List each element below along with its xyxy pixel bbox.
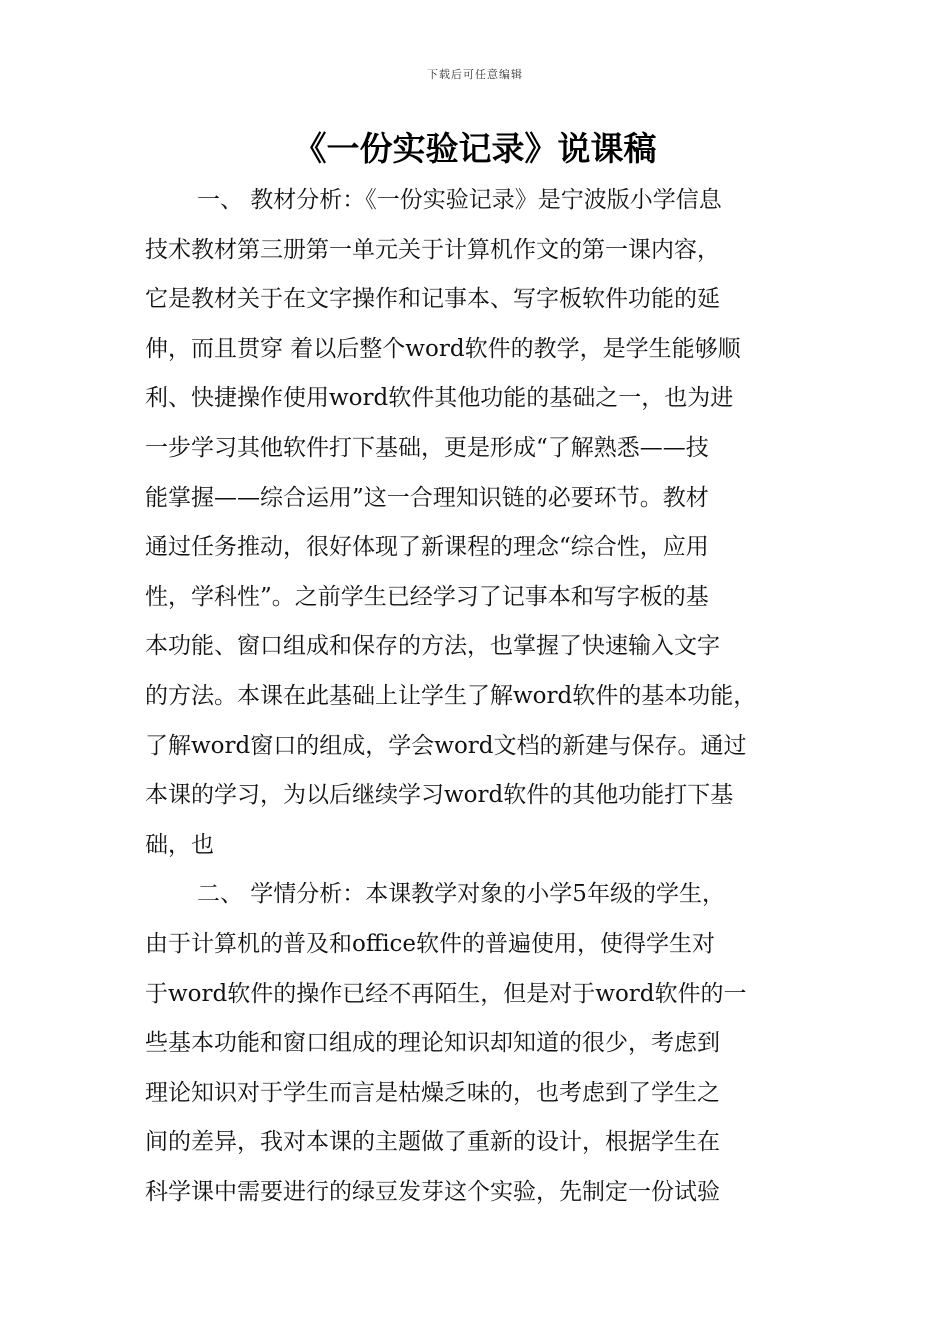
text-line: 二、 学情分析：本课教学对象的小学5年级的学生， xyxy=(197,881,725,908)
text-line: 利、快捷操作使用word软件其他功能的基础之一，也为进 xyxy=(145,385,734,412)
document-body xyxy=(145,176,817,1217)
text-line: 一步学习其他软件打下基础，更是形成“了解熟悉——技 xyxy=(145,434,709,461)
text-line: 伸，而且贯穿 着以后整个word软件的教学，是学生能够顺 xyxy=(145,335,741,362)
text-line: 些基本功能和窗口组成的理论知识却知道的很少，考虑到 xyxy=(145,1030,720,1057)
text-line: 于word软件的操作已经不再陌生，但是对于word软件的一 xyxy=(145,980,747,1007)
text-line: 的方法。本课在此基础上让学生了解word软件的基本功能， xyxy=(145,682,757,709)
text-line: 能掌握——综合运用”这一合理知识链的必要环节。教材 xyxy=(145,484,709,511)
text-line: 础，也 xyxy=(145,831,214,858)
text-line: 本功能、窗口组成和保存的方法，也掌握了快速输入文字 xyxy=(145,633,720,660)
text-line: 由于计算机的普及和office软件的普遍使用，使得学生对 xyxy=(145,930,716,957)
text-line: 了解word窗口的组成，学会word文档的新建与保存。通过 xyxy=(145,732,747,759)
text-line: 它是教材关于在文字操作和记事本、写字板软件功能的延 xyxy=(145,286,720,313)
text-line: 性，学科性”。之前学生已经学习了记事本和写字板的基 xyxy=(145,583,709,610)
text-line: 技术教材第三册第一单元关于计算机作文的第一课内容， xyxy=(145,236,720,263)
text-line: 科学课中需要进行的绿豆发芽这个实验，先制定一份试验 xyxy=(145,1178,720,1205)
text-line: 一、 教材分析：《一份实验记录》是宁波版小学信息 xyxy=(197,187,722,213)
page-header-note: 下载后可任意编辑 xyxy=(427,68,523,81)
text-line: 间的差异，我对本课的主题做了重新的设计，根据学生在 xyxy=(145,1129,720,1156)
text-line: 本课的学习，为以后继续学习word软件的其他功能打下基 xyxy=(145,782,734,809)
document-title: 《一份实验记录》说课稿 xyxy=(293,129,657,168)
text-line: 通过任务推动，很好体现了新课程的理念“综合性，应用 xyxy=(145,534,709,561)
text-line: 理论知识对于学生而言是枯燥乏味的，也考虑到了学生之 xyxy=(145,1079,720,1106)
